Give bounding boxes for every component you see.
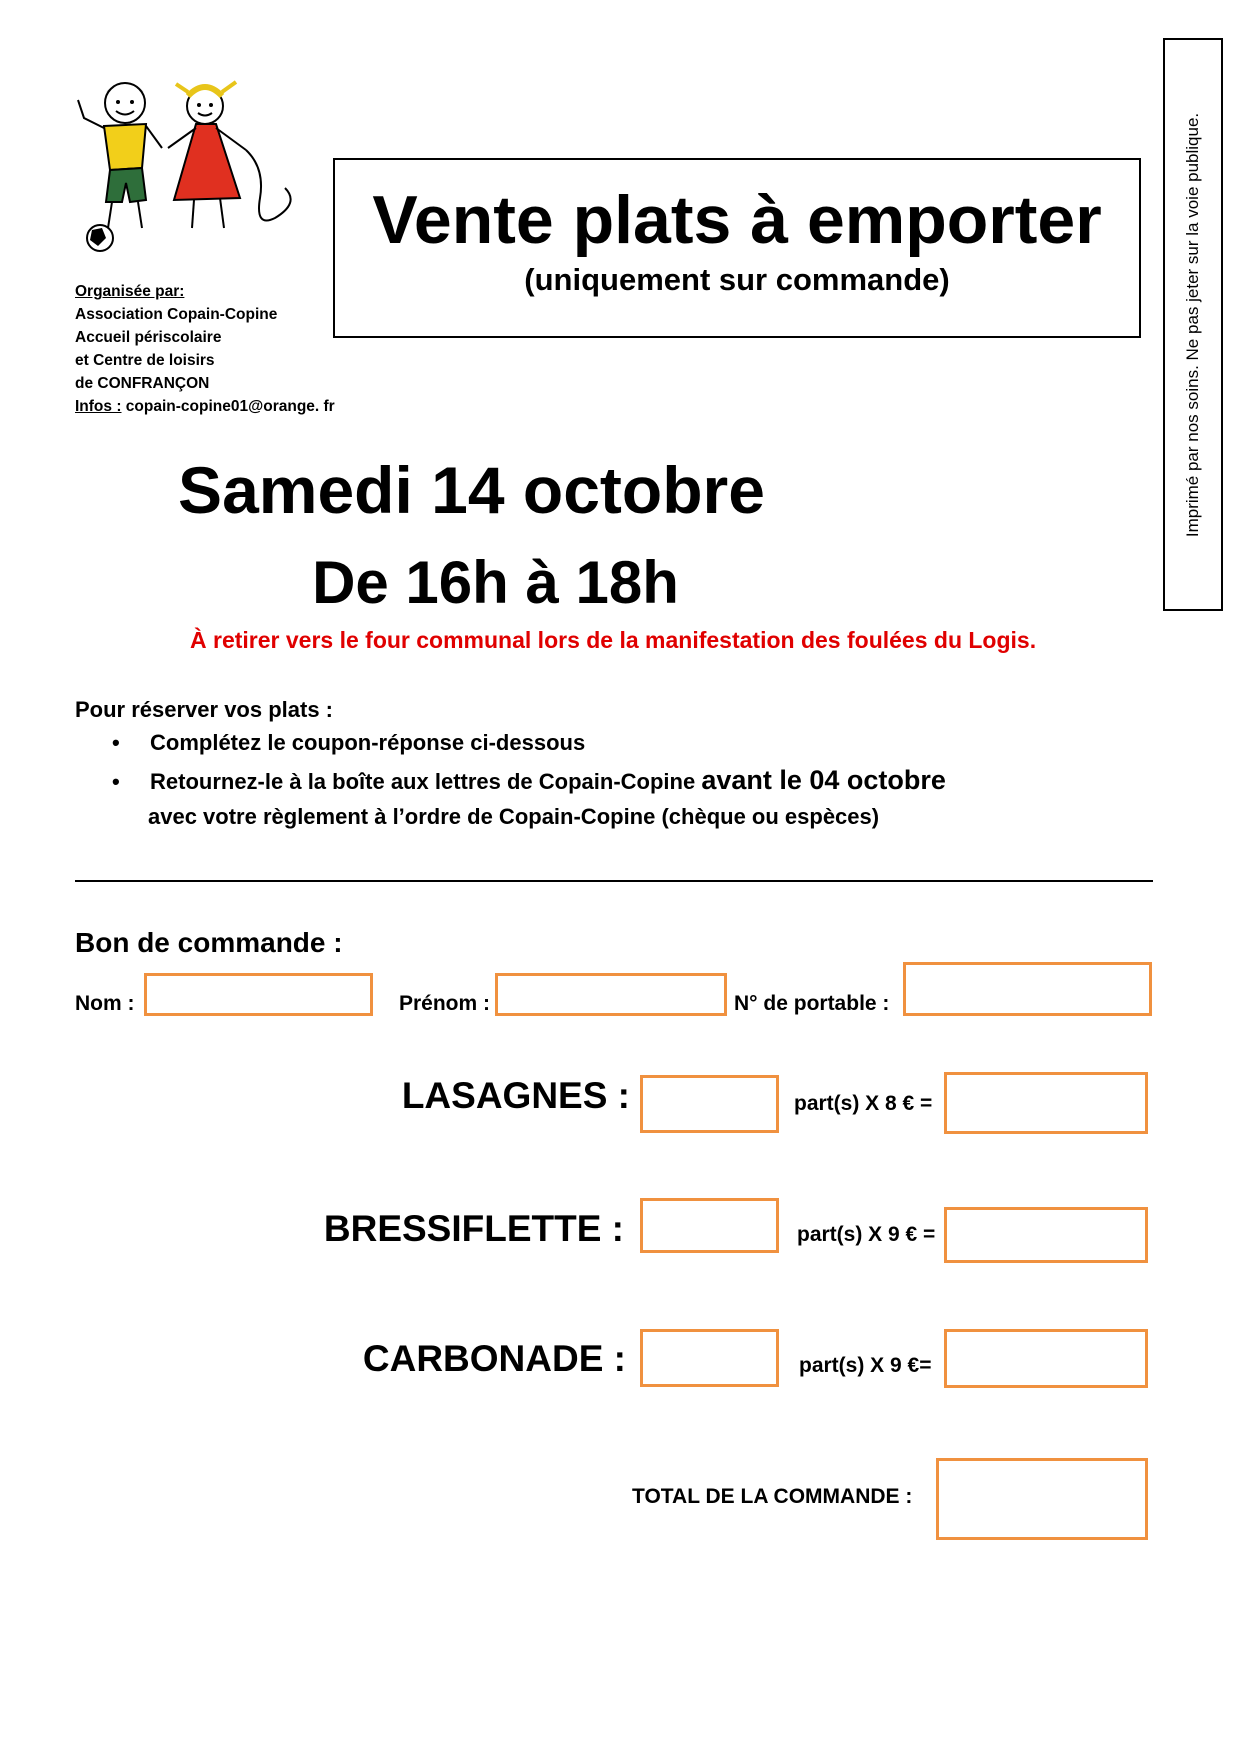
event-date <box>0 452 1241 528</box>
organizer-line: Association Copain-Copine <box>75 306 278 323</box>
page-title: Vente plats à emporter <box>372 182 1102 258</box>
bullet: • <box>112 730 120 755</box>
boy-figure <box>78 83 162 251</box>
side-note-text: Imprimé par nos soins. Ne pas jeter sur la voie publique. <box>1183 112 1202 537</box>
list-item <box>112 765 946 796</box>
list-item <box>112 730 585 756</box>
order-total-field[interactable] <box>936 1458 1148 1540</box>
organizer-block <box>75 280 335 418</box>
title-box <box>333 158 1141 338</box>
carbonade-price-text: part(s) X 9 €= <box>799 1354 932 1377</box>
organizer-info <box>75 395 335 418</box>
carbonade-total-field[interactable] <box>944 1329 1148 1388</box>
bressiflette-quantity-field[interactable] <box>640 1198 779 1253</box>
page-subtitle: (uniquement sur commande) <box>524 262 950 297</box>
pickup-note: À retirer vers le four communal lors de la manifestation des foulées du Logis. <box>190 627 1037 653</box>
reserve-heading: Pour réserver vos plats : <box>75 697 334 722</box>
children-logo-image <box>70 78 320 283</box>
list-item-continuation: avec votre règlement à l’ordre de Copain-Copine (chèque ou espèces) <box>148 804 880 829</box>
bressiflette-price-text: part(s) X 9 € = <box>797 1223 936 1246</box>
lasagnes-quantity-field[interactable] <box>640 1075 779 1133</box>
lasagnes-price-text: part(s) X 8 € = <box>794 1092 933 1115</box>
bullet: • <box>112 769 120 794</box>
info-label: Infos : <box>75 398 122 415</box>
bressiflette-total-field[interactable] <box>944 1207 1148 1263</box>
cut-line <box>75 880 1153 882</box>
event-date-text: Samedi 14 octobre <box>178 453 765 527</box>
dish-label-carbonade: CARBONADE : <box>362 1338 626 1379</box>
carbonade-quantity-field[interactable] <box>640 1329 779 1387</box>
event-hours <box>0 548 1241 617</box>
dish-label-lasagnes: LASAGNES : <box>401 1075 630 1116</box>
dish-label-bressiflette: BRESSIFLETTE : <box>323 1208 624 1249</box>
info-email: copain-copine01@orange. fr <box>121 398 335 415</box>
nom-field[interactable] <box>144 973 373 1016</box>
prenom-field[interactable] <box>495 973 727 1016</box>
list-item-text: Complétez le coupon-réponse ci-dessous <box>150 730 586 755</box>
order-total-label: TOTAL DE LA COMMANDE : <box>632 1485 913 1508</box>
deadline-emphasis: avant le 04 octobre <box>701 765 946 795</box>
phone-field[interactable] <box>903 962 1152 1016</box>
nom-label: Nom : <box>75 992 135 1015</box>
organizer-line: Accueil périscolaire <box>75 329 222 346</box>
organizer-heading: Organisée par: <box>75 283 185 300</box>
girl-figure <box>168 82 291 228</box>
organizer-line: de CONFRANÇON <box>75 375 210 392</box>
organizer-line: et Centre de loisirs <box>75 352 215 369</box>
prenom-label: Prénom : <box>399 992 491 1015</box>
event-hours-text: De 16h à 18h <box>312 549 679 616</box>
phone-label: N° de portable : <box>734 992 890 1015</box>
lasagnes-total-field[interactable] <box>944 1072 1148 1134</box>
list-item-text: Retournez-le à la boîte aux lettres de Copain-Copine <box>150 769 702 794</box>
order-form-title: Bon de commande : <box>75 927 343 958</box>
